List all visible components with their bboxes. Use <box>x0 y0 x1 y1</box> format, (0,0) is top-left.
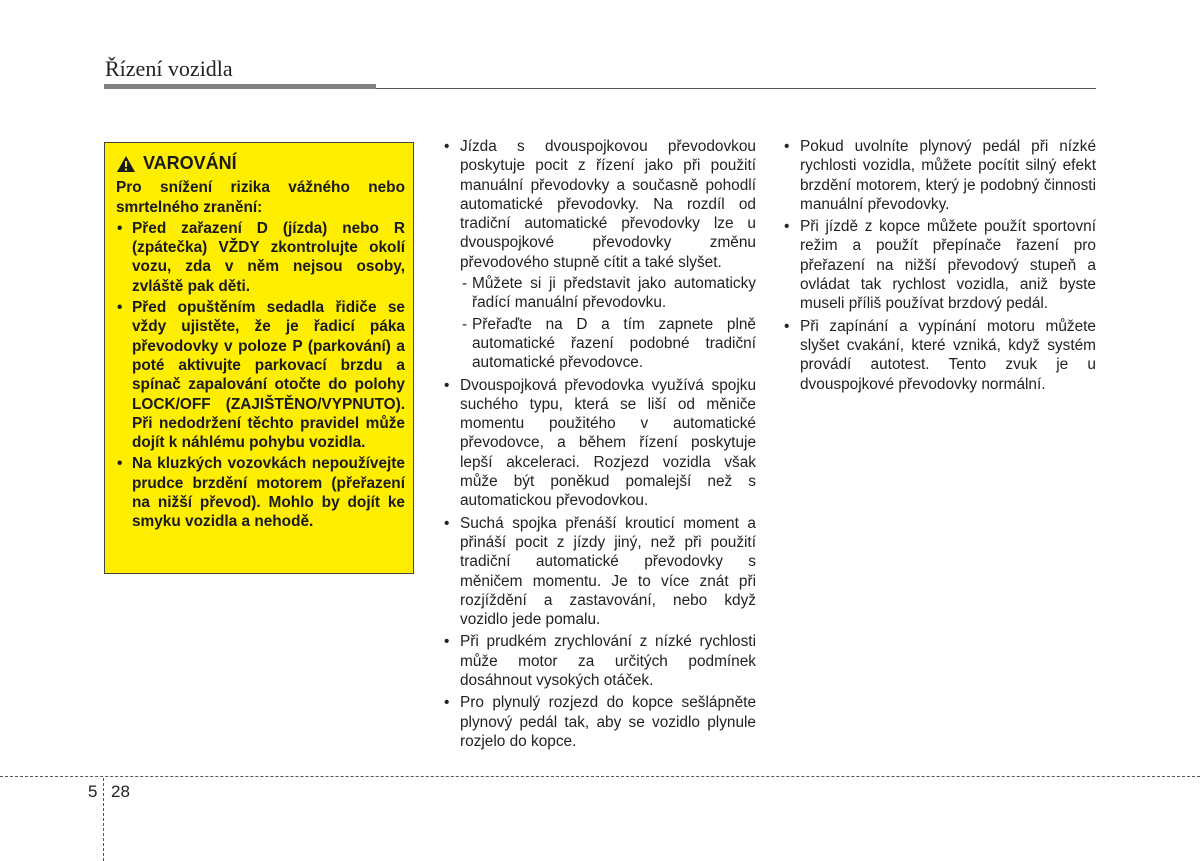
list-item <box>443 137 756 373</box>
middle-column <box>443 137 756 754</box>
footer-rule <box>0 776 1200 777</box>
footer-vertical-rule <box>103 778 104 861</box>
right-bullet-list <box>783 137 1096 394</box>
list-item: • Při jízdě z kopce můžete použít sportovní režim a použít přepínače řazení pro přeřazení na nižší převodový stupeň a ovládat tak rychlost vozidla, aniž byste museli příliš používat brzdový pedál. <box>783 217 1096 313</box>
sub-list-item: - Můžete si ji představit jako automaticky řadící manuální převodovku. <box>460 274 756 313</box>
header-rule-thin <box>376 88 1096 89</box>
right-column <box>783 137 1096 397</box>
warning-item: • Před zařazení D (jízda) nebo R (zpátečka) VŽDY zkontrolujte okolí vozu, zda v něm nejsou osoby, zvláště pak děti. <box>116 219 405 296</box>
list-item-text: Jízda s dvouspojkovou převodovkou poskytuje pocit z řízení jako při použití manuální převodovky a současně pohodlí automatické převodovky. Na rozdíl od tradiční automatické převodovky lze u dvouspojkové převodovky změnu převodového stupně cítit a také slyšet. <box>460 138 756 271</box>
sub-list-item: - Přeřaďte na D a tím zapnete plně automatické řazení podobné tradiční automatické převodovce. <box>460 315 756 373</box>
list-item: • Dvouspojková převodovka využívá spojku suchého typu, která se liší od měniče momentu použitého v automatické převodovce, a během řízení poskytuje lepší akceleraci. Rozjezd vozidla však může být poněkud pomalejší než s automatickou převodovkou. <box>443 376 756 511</box>
sub-list <box>460 274 756 372</box>
list-item: • Suchá spojka přenáší krouticí moment a přináší pocit z jízdy jiný, než při použití tradiční automatické převodovky s měničem momentu. Je to více znát při rozjíždění a zastavování, nebo když vozidlo jede pomalu. <box>443 514 756 630</box>
list-item: • Při prudkém zrychlování z nízké rychlosti může motor za určitých podmínek dosáhnout vysokých otáček. <box>443 632 756 690</box>
warning-heading <box>116 154 405 173</box>
list-item: • Pro plynulý rozjezd do kopce sešlápněte plynový pedál tak, aby se vozidlo plynule rozjelo do kopce. <box>443 693 756 751</box>
warning-box <box>104 142 414 574</box>
page-title: Řízení vozidla <box>105 56 233 81</box>
warning-triangle-icon <box>116 155 136 173</box>
page-number: 28 <box>111 782 130 801</box>
list-item: • Pokud uvolníte plynový pedál při nízké rychlosti vozidla, můžete pocítit silný efekt brzdění motorem, který je podobný činnosti manuální převodovky. <box>783 137 1096 214</box>
middle-bullet-list <box>443 137 756 751</box>
warning-intro: Pro snížení rizika vážného nebo smrtelného zranění: <box>116 179 405 216</box>
warning-item: • Před opuštěním sedadla řidiče se vždy ujistěte, že je řadicí páka převodovky v poloze P (parkování) a poté aktivujte parkovací brzdu a spínač zapalování otočte do polohy LOCK/OFF (ZAJIŠTĚNO/VYPNUTO). Při nedodržení těchto pravidel může dojít k náhlému pohybu vozidla. <box>116 298 405 452</box>
header-rule-thick <box>104 84 376 89</box>
list-item: • Při zapínání a vypínání motoru můžete slyšet cvakání, které vzniká, když systém provádí autotest. Tento zvuk je u dvouspojkové převodovky normální. <box>783 317 1096 394</box>
warning-item: • Na kluzkých vozovkách nepoužívejte prudce brzdění motorem (přeřazení na nižší převod). Mohlo by dojít ke smyku vozidla a nehodě. <box>116 454 405 531</box>
section-number: 5 <box>88 782 98 801</box>
warning-title: VAROVÁNÍ <box>143 153 237 173</box>
warning-list <box>116 219 405 532</box>
